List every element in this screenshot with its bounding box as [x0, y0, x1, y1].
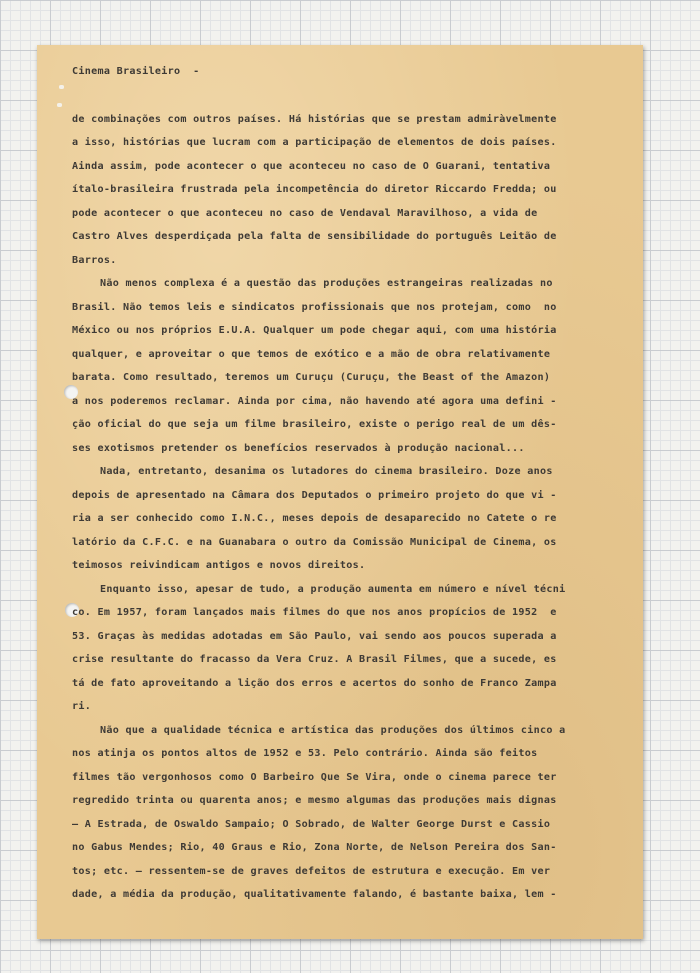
text-line: Não menos complexa é a questão das produções estrangeiras realizadas no [100, 278, 553, 289]
paper-speck [59, 85, 64, 89]
text-line: Não que a qualidade técnica e artística das produções dos últimos cinco a [100, 724, 566, 736]
text-line: Ainda assim, pode acontecer o que aconteceu no caso de O Guarani, tentativa [72, 160, 551, 172]
text-line: ítalo-brasileira frustrada pela incompetência do diretor Riccardo Fredda; ou [72, 184, 557, 195]
text-line: Barros. [72, 254, 117, 266]
text-line: no Gabus Mendes; Rio, 40 Graus e Rio, Zona Norte, de Nelson Pereira dos San- [72, 842, 557, 853]
text-line: ção oficial do que seja um filme brasileiro, existe o perigo real de um dês- [72, 419, 557, 430]
text-line: Brasil. Não temos leis e sindicatos profissionais que nos protejam, como no [72, 301, 557, 313]
text-line: co. Em 1957, foram lançados mais filmes do que nos anos propícios de 1952 e [72, 607, 557, 618]
text-line: Enquanto isso, apesar de tudo, a produção aumenta em número e nível técni [100, 583, 566, 595]
text-line: ria a ser conhecido como I.N.C., meses depois de desaparecido no Catete o re [72, 513, 557, 524]
text-line: México ou nos próprios E.U.A. Qualquer um pode chegar aqui, com uma história [72, 325, 557, 336]
text-line: de combinações com outros países. Há histórias que se prestam admiràvelmente [72, 113, 557, 125]
text-line: tos; etc. — ressentem-se de graves defeitos de estrutura e execução. Em ver [72, 865, 551, 877]
text-line: — A Estrada, de Oswaldo Sampaio; O Sobrado, de Walter George Durst e Cassio [72, 818, 551, 830]
text-line: Castro Alves desperdiçada pela falta de sensibilidade do português Leitão de [72, 231, 557, 242]
text-line: crise resultante do fracasso da Vera Cruz. A Brasil Filmes, que a sucede, es [72, 654, 557, 665]
typed-text [72, 60, 632, 907]
text-line: depois de apresentado na Câmara dos Deputados o primeiro projeto do que vi - [72, 489, 557, 501]
text-line: nos atinja os pontos altos de 1952 e 53. Pelo contrário. Ainda são feitos [72, 748, 538, 759]
text-line: pode acontecer o que aconteceu no caso de Vendaval Maravilhoso, a vida de [72, 207, 538, 219]
text-line: tá de fato aproveitando a lição dos erros e acertos do sonho de Franco Zampa [72, 677, 557, 689]
page-header: Cinema Brasileiro - [72, 66, 200, 77]
text-line: a isso, histórias que lucram com a participação de elementos de dois países. [72, 137, 557, 148]
text-line: dade, a média da produção, qualitativamente falando, é bastante baixa, lem - [72, 889, 557, 900]
text-line: filmes tão vergonhosos como O Barbeiro Que Se Vira, onde o cinema parece ter [72, 771, 557, 783]
text-line: regredido trinta ou quarenta anos; e mesmo algumas das produções mais dignas [72, 795, 557, 806]
text-line: ses exotismos pretender os benefícios reservados à produção nacional... [72, 442, 525, 454]
text-line: qualquer, e aproveitar o que temos de exótico e a mão de obra relativamente [72, 348, 551, 360]
text-line: latório da C.F.C. e na Guanabara o outro da Comissão Municipal de Cinema, os [72, 536, 557, 548]
text-line: Nada, entretanto, desanima os lutadores do cinema brasileiro. Doze anos [100, 466, 553, 477]
text-line: 53. Graças às medidas adotadas em São Paulo, vai sendo aos poucos superada a [72, 630, 557, 642]
text-line: a nos poderemos reclamar. Ainda por cima, não havendo até agora uma defini - [72, 395, 557, 407]
text-line: barata. Como resultado, teremos um Curuçu (Curuçu, the Beast of the Amazon) [72, 372, 551, 383]
text-line: teimosos reivindicam antigos e novos direitos. [72, 560, 366, 571]
text-line: ri. [72, 701, 92, 712]
paper-speck [57, 103, 62, 107]
